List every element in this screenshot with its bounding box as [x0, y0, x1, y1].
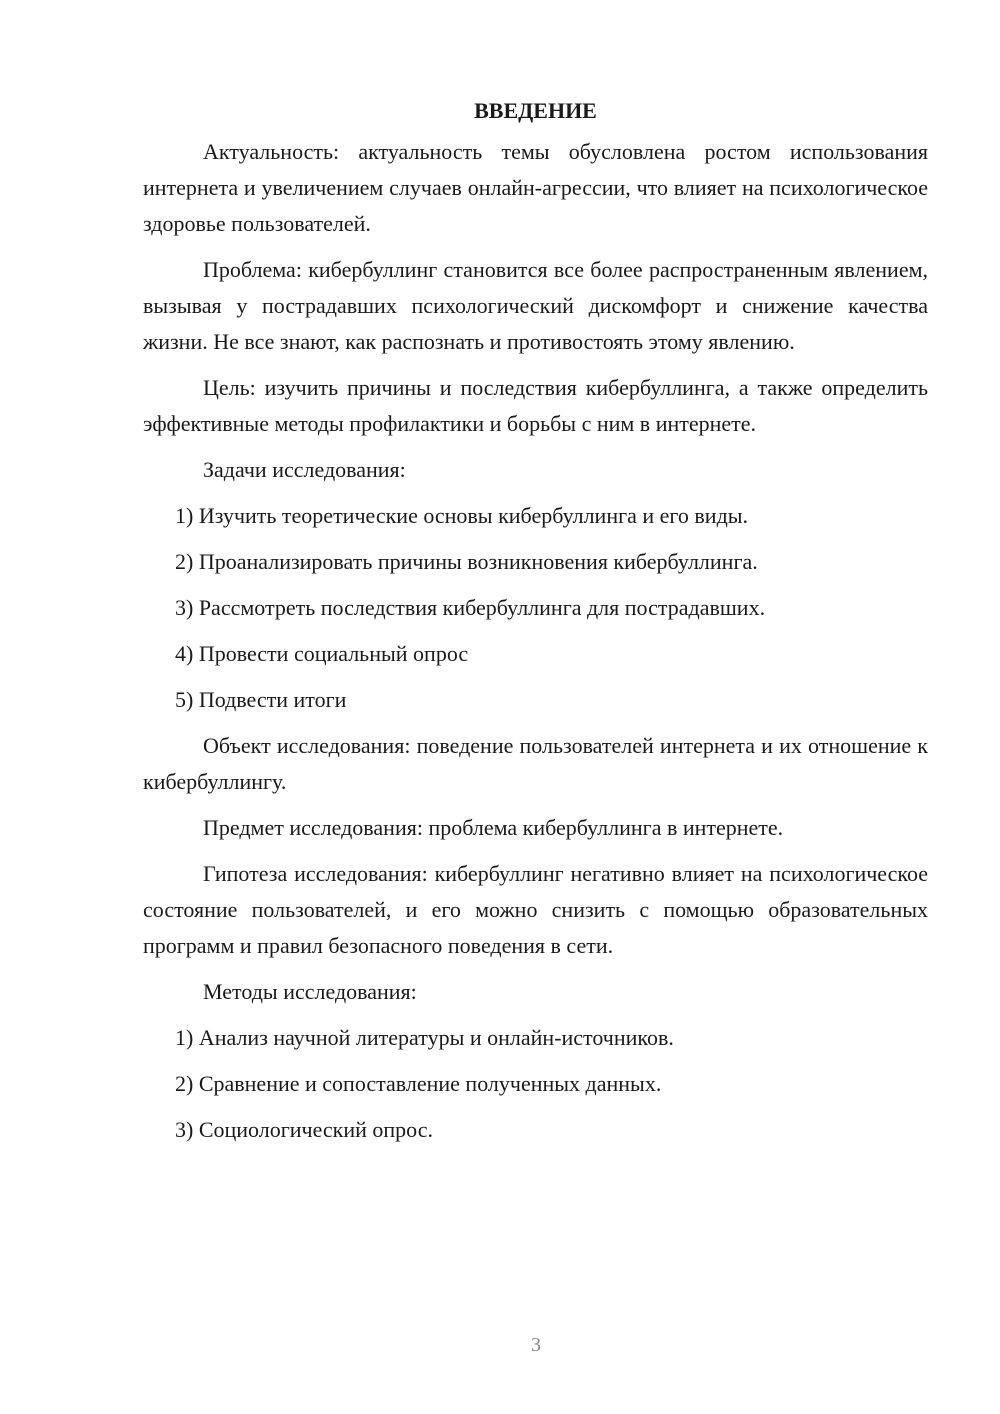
subject-paragraph: Предмет исследования: проблема кибербуллинга в интернете.: [203, 815, 784, 840]
hypothesis-paragraph: Гипотеза исследования: кибербуллинг негативно влияет на психологическое состояние пользователей, и его можно снизить с помощью образовательных программ и правил безопасного поведения в сети.: [143, 861, 928, 958]
goal-paragraph: Цель: изучить причины и последствия кибербуллинга, а также определить эффективные методы профилактики и борьбы с ним в интернете.: [143, 375, 928, 436]
list-item: 5) Подвести итоги: [175, 687, 347, 712]
relevance-paragraph: Актуальность: актуальность темы обусловлена ростом использования интернета и увеличением случаев онлайн-агрессии, что влияет на психологическое здоровье пользователей.: [143, 139, 928, 236]
tasks-list: [143, 498, 928, 718]
methods-list: [143, 1020, 928, 1148]
list-item: 2) Проанализировать причины возникновения кибербуллинга.: [175, 549, 758, 574]
list-item: 4) Провести социальный опрос: [175, 641, 469, 666]
object-paragraph: Объект исследования: поведение пользователей интернета и их отношение к кибербуллингу.: [143, 733, 928, 794]
list-item: 1) Изучить теоретические основы кибербуллинга и его виды.: [175, 503, 749, 528]
section-heading: ВВЕДЕНИЕ: [474, 98, 597, 123]
problem-paragraph: Проблема: кибербуллинг становится все более распространенным явлением, вызывая у пострадавших психологический дискомфорт и снижение качества жизни. Не все знают, как распознать и противостоять этому явлению.: [143, 257, 928, 354]
list-item: 3) Рассмотреть последствия кибербуллинга для пострадавших.: [175, 595, 766, 620]
list-item: 2) Сравнение и сопоставление полученных данных.: [175, 1071, 662, 1096]
page-number: 3: [531, 1334, 541, 1356]
list-item: 1) Анализ научной литературы и онлайн-источников.: [175, 1025, 674, 1050]
methods-title: Методы исследования:: [203, 979, 417, 1004]
tasks-title: Задачи исследования:: [203, 457, 406, 482]
document-page: [143, 96, 928, 1158]
list-item: 3) Социологический опрос.: [175, 1117, 433, 1142]
